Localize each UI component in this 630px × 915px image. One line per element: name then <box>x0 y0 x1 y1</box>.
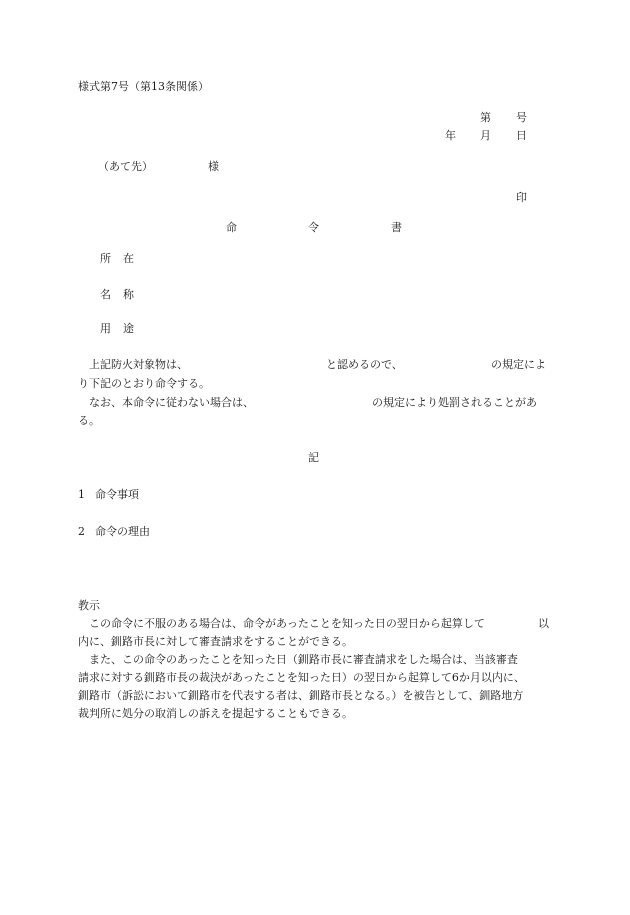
field-name-b: 称 <box>123 288 134 301</box>
item-2-num: 2 <box>78 525 85 538</box>
number-dai: 第 <box>480 111 491 124</box>
instruction-line2: 内に、釧路市長に対して審査請求をすることができる。 <box>78 635 353 648</box>
body-p1-c: の規定によ <box>491 358 546 371</box>
instruction-line6: 裁判所に処分の取消しの訴えを提起することもできる。 <box>78 707 353 720</box>
form-label: 様式第7号（第13条関係） <box>78 80 209 93</box>
body-p1-b: と認めるので、 <box>326 358 403 371</box>
instruction-line5: 釧路市（訴訟において釧路市を代表する者は、釧路市長となる。）を被告として、釧路地方 <box>78 689 524 702</box>
body-p2-a: なお、本命令に従わない場合は、 <box>89 396 254 409</box>
field-use-a: 用 <box>100 322 111 335</box>
addressee-label: （あて先） <box>98 160 153 173</box>
title-char-2: 令 <box>308 221 319 234</box>
ki-mark: 記 <box>308 451 319 464</box>
body-p1-a: 上記防火対象物は、 <box>89 358 188 371</box>
field-name-a: 名 <box>100 288 111 301</box>
title-char-3: 書 <box>391 221 402 234</box>
seal-mark: 印 <box>516 191 527 204</box>
number-go: 号 <box>516 111 527 124</box>
instruction-line1-end: 以 <box>538 617 549 630</box>
instruction-heading: 教示 <box>78 599 100 612</box>
instruction-line4: 請求に対する釧路市長の裁決があったことを知った日）の翌日から起算して6か月以内に、 <box>78 671 525 684</box>
item-1-num: 1 <box>78 488 85 501</box>
instruction-line3: また、この命令のあったことを知った日（釧路市長に審査請求をした場合は、当該審査 <box>89 653 518 666</box>
instruction-line1: この命令に不服のある場合は、命令があったことを知った日の翌日から起算して <box>89 617 485 630</box>
item-2-text: 命令の理由 <box>95 525 150 538</box>
field-use-b: 途 <box>123 322 134 335</box>
body-p2-line2: る。 <box>78 414 100 427</box>
body-p1-line2: り下記のとおり命令する。 <box>78 377 210 390</box>
field-location-b: 在 <box>123 252 134 265</box>
date-day: 日 <box>516 129 527 142</box>
title-char-1: 命 <box>226 221 237 234</box>
field-location-a: 所 <box>100 252 111 265</box>
addressee-sama: 様 <box>208 160 219 173</box>
date-year: 年 <box>445 129 456 142</box>
item-1-text: 命令事項 <box>95 488 139 501</box>
date-month: 月 <box>480 129 491 142</box>
body-p2-b: の規定により処罰されることがあ <box>372 396 537 409</box>
